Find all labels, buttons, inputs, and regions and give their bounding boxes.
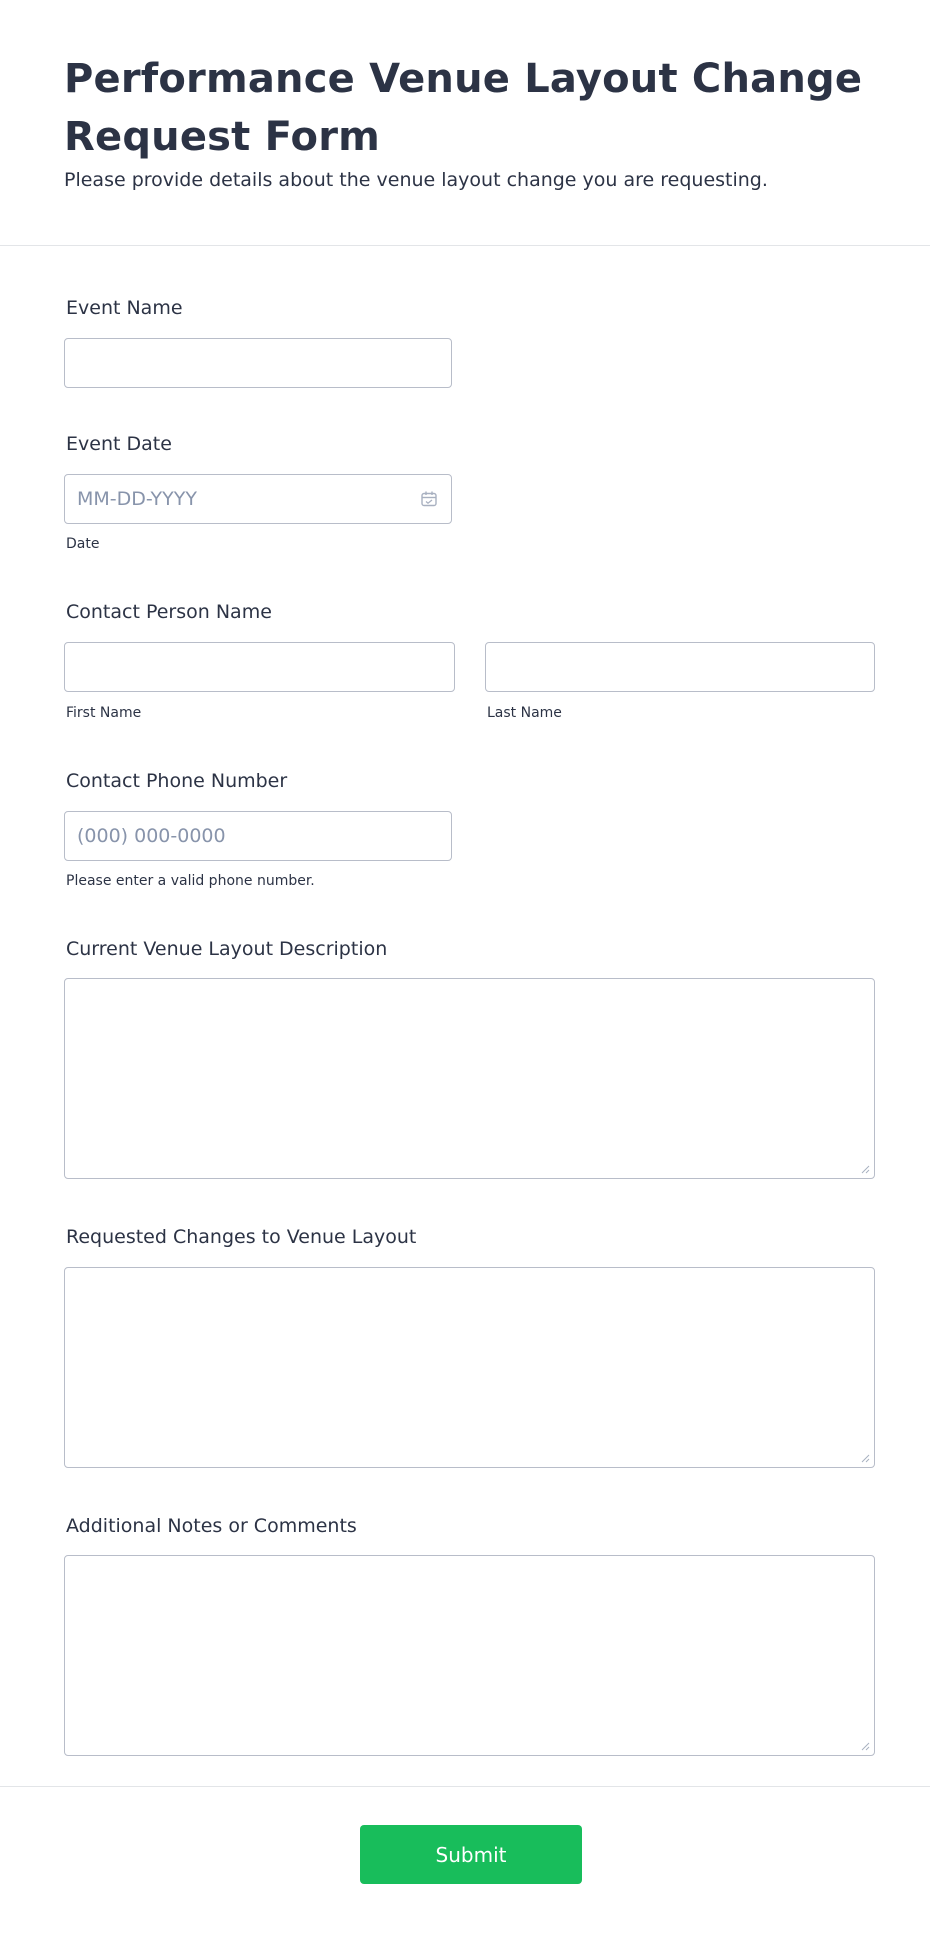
phone-placeholder: (000) 000-0000 [77, 825, 226, 847]
phone-sublabel: Please enter a valid phone number. [66, 873, 315, 889]
requested-changes-textarea[interactable] [64, 1267, 875, 1468]
resize-handle-icon[interactable] [861, 1165, 870, 1174]
event-name-input[interactable] [64, 338, 452, 388]
first-name-input[interactable] [64, 642, 455, 692]
page-subtitle: Please provide details about the venue layout change you are requesting. [64, 169, 768, 191]
submit-button[interactable]: Submit [360, 1825, 582, 1884]
calendar-icon[interactable] [420, 490, 438, 508]
contact-name-label: Contact Person Name [66, 601, 272, 623]
resize-handle-icon[interactable] [861, 1742, 870, 1751]
event-date-sublabel: Date [66, 536, 100, 552]
event-name-label: Event Name [66, 297, 183, 319]
phone-input[interactable] [64, 811, 452, 861]
last-name-sublabel: Last Name [487, 705, 562, 721]
event-date-label: Event Date [66, 433, 172, 455]
page-title: Performance Venue Layout Change Request Form [64, 56, 863, 160]
contact-phone-label: Contact Phone Number [66, 770, 288, 792]
current-layout-label: Current Venue Layout Description [66, 938, 388, 960]
current-layout-textarea[interactable] [64, 978, 875, 1179]
requested-changes-label: Requested Changes to Venue Layout [66, 1226, 417, 1248]
event-date-placeholder: MM-DD-YYYY [77, 488, 197, 510]
form-header [0, 0, 930, 246]
first-name-sublabel: First Name [66, 705, 142, 721]
resize-handle-icon[interactable] [861, 1454, 870, 1463]
last-name-input[interactable] [485, 642, 875, 692]
event-date-input[interactable] [64, 474, 452, 524]
additional-notes-label: Additional Notes or Comments [66, 1515, 357, 1537]
form-footer [0, 1786, 930, 1933]
additional-notes-textarea[interactable] [64, 1555, 875, 1756]
